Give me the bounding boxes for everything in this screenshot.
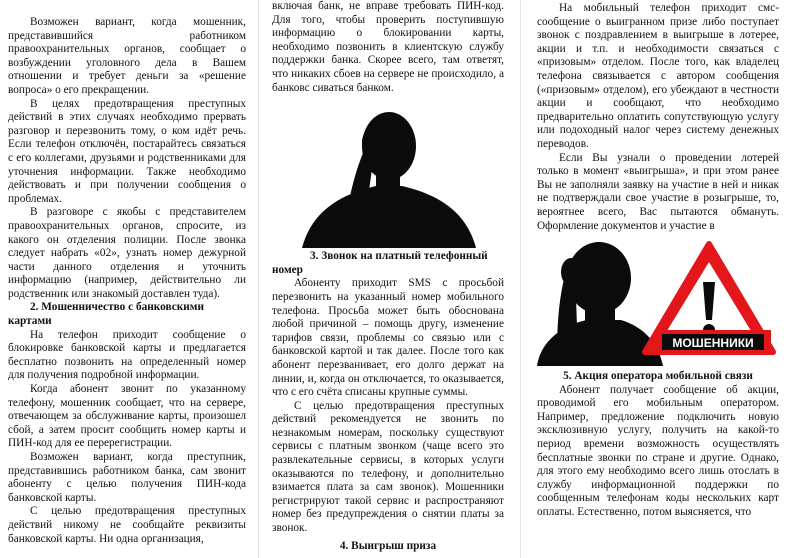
- paragraph: На телефон приходит сообщение о блокировке банковской карты и предлагается бесплатно позвонить на определенный номер для получения подробной информации.: [8, 328, 246, 382]
- paragraph: В разговоре с якобы с представителем правоохранительных органов, спросите, из какого он отделения полиции. После звонка следует набрать «02», узнать номер дежурной части данного отделения и уточнить информацию (например, действительно ли родственник или знакомый доставлен туда).: [8, 206, 246, 300]
- column-2: [272, 0, 504, 558]
- paragraph: Если Вы узнали о проведении лотерей только в момент «выигрыша», и при этом ранее Вы не заполняли заявку на участие в ней и никак не подтверждали свое участие в розыгрыше, то, вероятнее всего, Вас пытаются обмануть. Оформление документов и участие в: [537, 151, 779, 232]
- paragraph: Абоненту приходит SMS с просьбой перезвонить на указанный номер мобильного телефона. Просьба может быть обоснована любой причиной – помощь другу, изменение тарифов связи, проблемы со связью или с банковской картой и так далее. После того как абонент перезванивает, его долго держат на линии, и, когда он отключается, то оказывается, что с его счёта списаны крупные суммы.: [272, 277, 504, 399]
- paragraph: С целью предотвращения преступных действий никому не сообщайте реквизиты банковской карты. Ни одна организация,: [8, 505, 246, 545]
- section-heading-5: 5. Акция оператора мобильной связи: [563, 370, 753, 383]
- section-heading-2: 2. Мошенничество с банковскими картами: [8, 301, 204, 328]
- paragraph: В целях предотвращения преступных действий в этих случаях необходимо прервать разговор и перезвонить тому, о ком идёт речь. Если телефон отключён, постарайтесь связаться с его коллегами, друзьями и родственниками для уточнения информации. Также необходимо действовать и при получении сообщения о проблемах.: [8, 97, 246, 205]
- column-3: [537, 0, 779, 558]
- phone-caller-silhouette-icon: [272, 98, 504, 248]
- column-divider: [258, 0, 259, 558]
- paragraph: Когда абонент звонит по указанному телефону, мошенник сообщает, что на сервере, отвечающем за обслуживание карты, произошел сбой, а затем просит сообщить номер карты и ПИН-код для ее перерегистрации.: [8, 383, 246, 450]
- paragraph: С целью предотвращения преступных действий рекомендуется не звонить по незнакомым номерам, поскольку существуют сервисы с платным звонком (чаще всего это развлекательные сервисы, в которых услуги оказываются по телефону, и дополнительно взимается плата за сам звонок). Мошенники регистрируют такой сервис и распространяют номер без предупреждения о снятии платы за звонок.: [272, 399, 504, 535]
- column-1: [8, 0, 246, 558]
- section-heading-3: 3. Звонок на платный телефонный номер: [272, 250, 488, 276]
- phone-caller-silhouette-icon: [537, 242, 663, 366]
- section-heading-4: 4. Выигрыш приза: [339, 539, 437, 552]
- warning-label: МОШЕННИКИ: [672, 336, 754, 351]
- paragraph: Возможен вариант, когда мошенник, представившийся работником правоохранительных органов, сообщает о возбуждении уголовного дела в Вашем отношении и требует деньги за «решение вопроса» о его прекращении.: [8, 16, 246, 96]
- paragraph: Абонент получает сообщение об акции, проводимой его мобильным оператором. Например, предложение подключить новую эксклюзивную услугу, получить на какой-то период времени возможность осуществлять бесплатные звонки по стране и другие. Однако, для этого ему необходимо всего лишь отослать в службу информационной поддержки по сообщенным телефонам коды нескольких карт оплаты. Естественно, потом выясняется, что: [537, 383, 779, 519]
- warning-illustration: [537, 238, 779, 366]
- column-divider: [520, 0, 521, 558]
- paragraph: включая банк, не вправе требовать ПИН-код. Для того, чтобы проверить поступившую информацию о блокировании карты, необходимо позвонить в клиентскую службу поддержки банка. Скорее всего, там ответят, что никаких сбоев на сервере не происходило, а банковс сиваться банком.: [272, 0, 504, 94]
- paragraph: Возможен вариант, когда преступник, представившись работником банка, сам звонит абоненту с целью получения ПИН-кода банковской карты.: [8, 451, 246, 504]
- paragraph: На мобильный телефон приходит смс-сообщение о выигранном призе либо поступает звонок с поздравлением в выигрыше в лотерее, акции и т.п. и необходимости связаться с «призовым» отделом. После того, как владелец телефона связывается с автором сообщения («призовым» отделом), его убеждают в честности акции и сообщают, что необходимо предварительно оплатить сопутствующую услугу или подоходный налог через систему денежных переводов.: [537, 2, 779, 150]
